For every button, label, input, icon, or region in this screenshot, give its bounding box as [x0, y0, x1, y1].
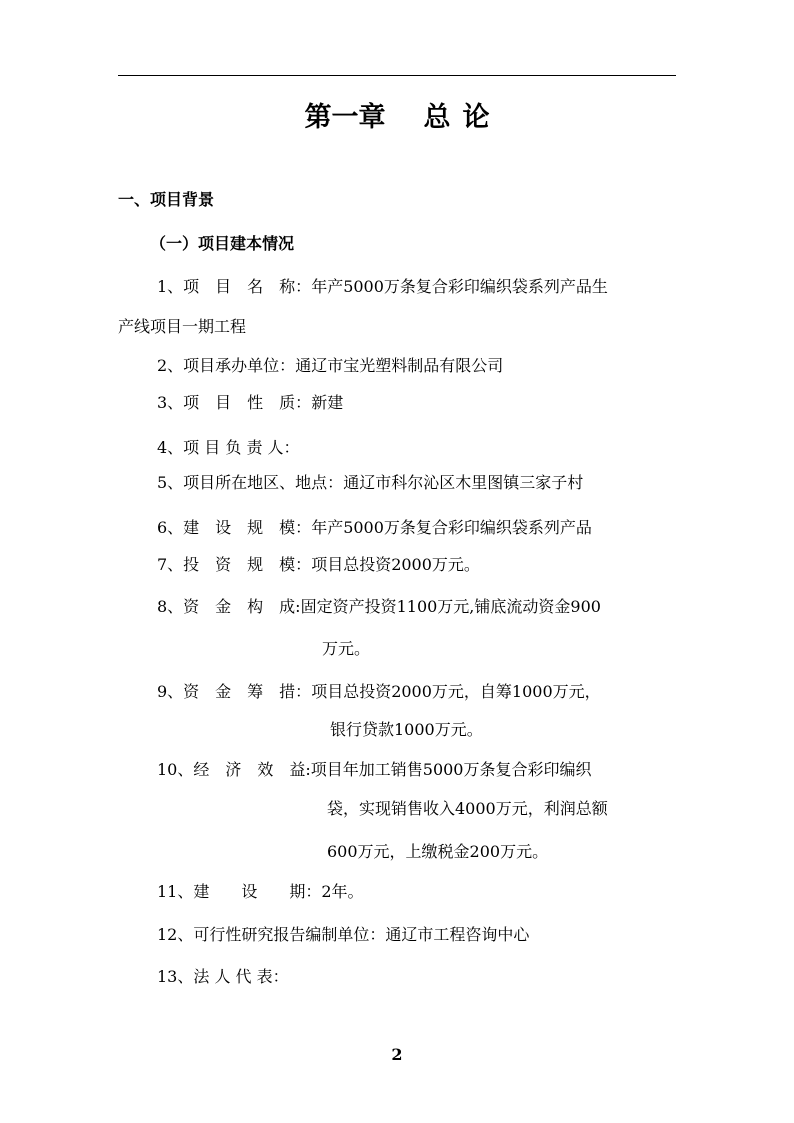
item-9 — [157, 680, 601, 704]
chapter-number: 第一章 — [304, 102, 386, 133]
chapter-word-1: 总 — [423, 102, 451, 133]
chapter-word-2: 论 — [462, 102, 490, 133]
item-8-label: 8、资 金 构 成: — [157, 597, 301, 616]
item-11 — [157, 880, 364, 904]
item-6 — [157, 516, 592, 540]
item-8-continuation: 万元。 — [322, 639, 371, 658]
item-1 — [157, 275, 608, 299]
item-2 — [157, 354, 503, 378]
item-3-label: 3、项 目 性 质： — [157, 393, 312, 412]
item-11-label: 11、建 设 期： — [157, 882, 322, 901]
item-12 — [157, 923, 529, 947]
subsection-heading: （一）项目建本情况 — [150, 234, 295, 253]
item-7-label: 7、投 资 规 模： — [157, 555, 312, 574]
item-7 — [157, 553, 480, 577]
item-2-value: 通辽市宝光塑料制品有限公司 — [295, 356, 504, 375]
item-6-label: 6、建 设 规 模： — [157, 518, 312, 537]
item-1-value: 年产5000万条复合彩印编织袋系列产品生 — [311, 277, 608, 296]
item-5-label: 5、项目所在地区、地点： — [157, 473, 344, 492]
header-rule — [118, 75, 676, 76]
item-1-label: 1、项 目 名 称： — [157, 277, 312, 296]
item-5 — [157, 471, 583, 495]
item-3-value: 新建 — [311, 393, 344, 412]
item-10-value: 项目年加工销售5000万条复合彩印编织 — [310, 760, 592, 779]
item-2-label: 2、项目承办单位： — [157, 356, 296, 375]
item-1-continuation: 产线项目一期工程 — [118, 317, 247, 336]
item-12-label: 12、可行性研究报告编制单位： — [157, 925, 386, 944]
item-9-continuation: 银行贷款1000万元。 — [330, 720, 483, 739]
item-13-label: 13、法 人 代 表： — [157, 967, 289, 986]
item-9-value: 项目总投资2000万元，自筹1000万元， — [311, 682, 601, 701]
item-3 — [157, 391, 343, 415]
chapter-title — [0, 98, 794, 138]
item-8-value: 固定资产投资1100万元,铺底流动资金900 — [300, 597, 601, 616]
item-10 — [157, 758, 592, 782]
item-10-label: 10、经 济 效 益: — [157, 760, 311, 779]
item-8 — [157, 595, 601, 619]
item-7-value: 项目总投资2000万元。 — [311, 555, 480, 574]
item-13 — [157, 965, 289, 989]
section-heading: 一、项目背景 — [118, 190, 215, 209]
item-6-value: 年产5000万条复合彩印编织袋系列产品 — [311, 518, 592, 537]
item-12-value: 通辽市工程咨询中心 — [385, 925, 530, 944]
item-5-value: 通辽市科尔沁区木里图镇三家子村 — [343, 473, 584, 492]
page-number: 2 — [391, 1045, 403, 1064]
item-4-label: 4、项 目 负 责 人： — [157, 438, 300, 457]
item-9-label: 9、资 金 筹 措： — [157, 682, 312, 701]
item-11-value: 2年。 — [321, 882, 364, 901]
item-10-continuation-2: 600万元，上缴税金200万元。 — [327, 842, 549, 861]
item-4 — [157, 436, 300, 460]
item-10-continuation-1: 袋，实现销售收入4000万元，利润总额 — [327, 799, 608, 818]
